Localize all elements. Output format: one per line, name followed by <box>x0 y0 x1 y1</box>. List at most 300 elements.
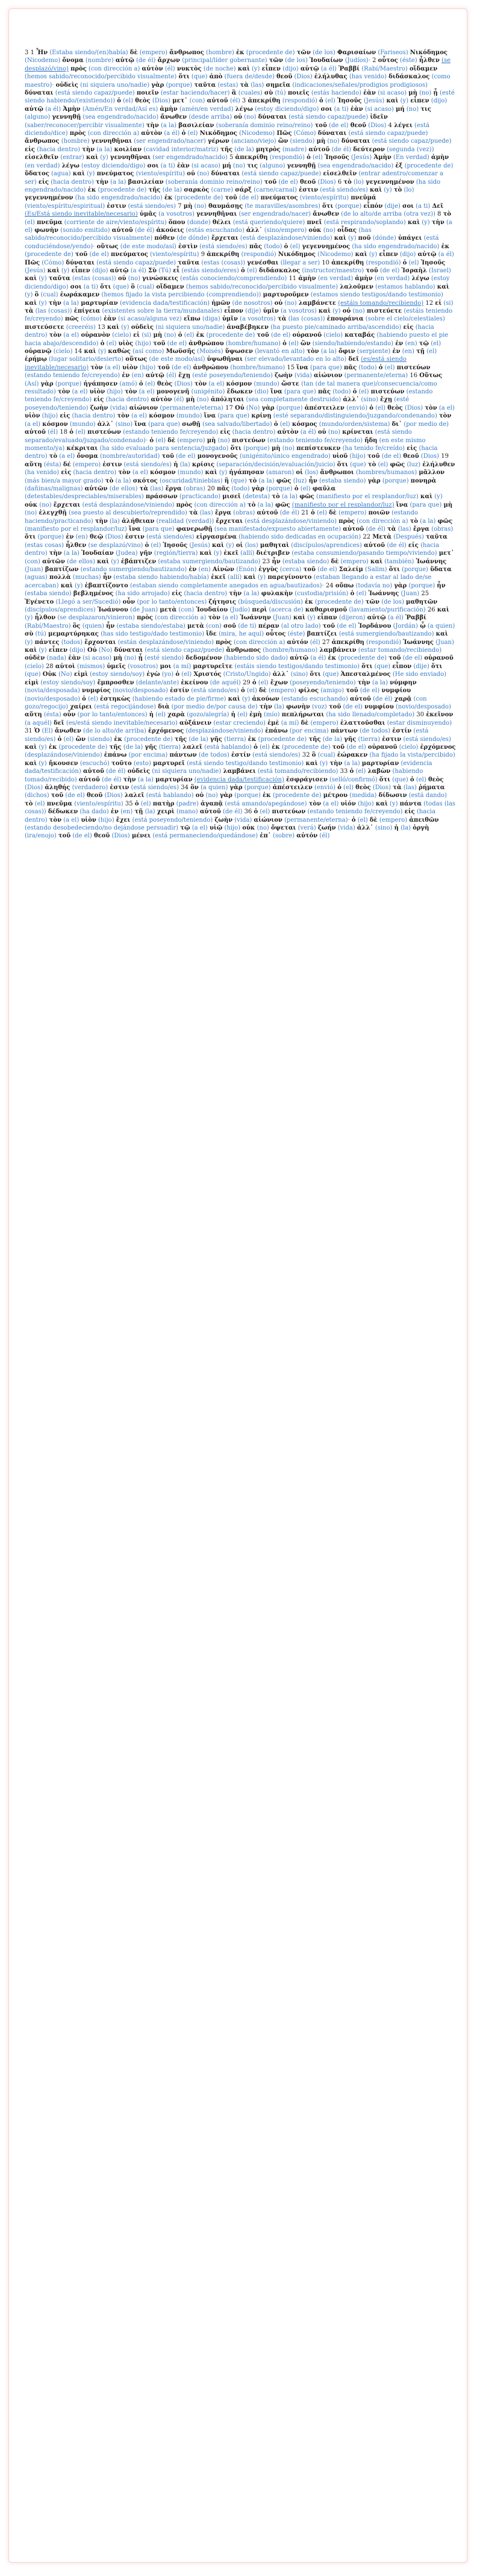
greek-word: εἶπεν <box>48 647 68 654</box>
interlinear-word <box>402 203 430 210</box>
spanish-gloss: (dañinas/malignas) <box>25 485 83 492</box>
greek-word: σημεῖα <box>266 81 291 89</box>
verse-number: 14 <box>74 348 83 355</box>
greek-word: ἡ <box>231 711 235 719</box>
interlinear-word <box>223 768 338 775</box>
interlinear-word <box>223 623 257 630</box>
spanish-gloss: (envió) <box>346 404 368 411</box>
spanish-gloss: (a el) <box>63 816 80 824</box>
greek-word: μή <box>222 162 231 169</box>
spanish-gloss: (si acaso/alguna vez) <box>117 316 182 323</box>
greek-word: ἀμὴν <box>160 105 178 113</box>
verse-number: 20 <box>207 485 215 492</box>
greek-word: ὄνομα <box>76 453 98 460</box>
greek-word: τὸν <box>90 364 103 371</box>
spanish-gloss: (Israel) <box>429 267 451 274</box>
greek-word: μεμαρτύρηκας <box>48 631 99 638</box>
greek-word: ἐκ <box>196 332 205 339</box>
spanish-gloss: (sobre el cielo/celestiales) <box>365 316 445 323</box>
interlinear-word <box>212 542 234 549</box>
greek-word: καὶ <box>370 558 383 565</box>
spanish-gloss: (permanente/eterna) <box>344 372 408 380</box>
greek-word: τοῦ <box>366 267 378 274</box>
greek-word: οὐ <box>187 170 195 178</box>
greek-word: καὶ <box>97 558 110 565</box>
greek-word: καὶ <box>375 800 388 807</box>
interlinear-word <box>215 510 255 516</box>
interlinear-word <box>331 260 401 266</box>
interlinear-word <box>231 711 248 718</box>
spanish-gloss: (no) <box>128 275 140 283</box>
spanish-gloss: (estamos siendo testigos/dando testimonio) <box>310 292 443 299</box>
greek-word: Σὺ <box>148 267 157 274</box>
spanish-gloss: (a él) <box>438 251 454 258</box>
spanish-gloss: (si acaso) <box>83 655 112 662</box>
spanish-gloss: (procedente de) <box>404 162 454 169</box>
greek-word: πρὸς <box>69 130 86 137</box>
spanish-gloss: (hombre/humano) <box>230 364 285 371</box>
interlinear-word <box>140 486 164 492</box>
spanish-gloss: (búsqueda/discusión) <box>238 598 303 605</box>
spanish-gloss: (soberanía dominio reino/reino) <box>216 122 313 129</box>
interlinear-word <box>196 211 311 217</box>
greek-word: θεοῦ <box>403 453 419 460</box>
interlinear-word <box>402 267 451 274</box>
interlinear-word <box>240 82 264 89</box>
interlinear-word <box>25 348 72 355</box>
greek-word: παρεγίνοντο <box>267 574 312 581</box>
greek-word: πάντων <box>169 752 197 759</box>
interlinear-word <box>314 73 387 80</box>
greek-word: τὸν <box>118 469 131 477</box>
greek-word: μὴ <box>207 437 216 444</box>
spanish-gloss: (Fariseos) <box>378 49 408 56</box>
spanish-gloss: (ésta) <box>43 711 61 719</box>
spanish-gloss: (evidencia dada/testificación) <box>194 776 284 783</box>
interlinear-word <box>369 405 385 411</box>
spanish-gloss: (hemos sabido/reconocido/percibido visualmente) <box>25 73 177 81</box>
spanish-gloss: (ha puesto pie/caminado arriba/ascendido) <box>270 324 402 331</box>
greek-word: Ἦν <box>36 49 48 56</box>
interlinear-word <box>252 607 303 613</box>
spanish-gloss: (estás haciendo) <box>311 90 361 97</box>
interlinear-word <box>25 308 72 314</box>
greek-word: διέτριβεν <box>256 550 290 557</box>
greek-word: ἐμὲ <box>267 719 279 727</box>
greek-word: οὐ <box>317 429 326 436</box>
spanish-gloss: (novio/desposado) <box>25 695 80 702</box>
interlinear-word <box>298 687 344 694</box>
greek-word: ὁ <box>294 485 299 492</box>
spanish-gloss: (el) <box>258 679 269 686</box>
spanish-gloss: (poseyendo/teniendo) <box>290 679 356 686</box>
interlinear-word <box>94 833 130 839</box>
interlinear-word <box>45 784 108 791</box>
greek-word: οὐδεὶς <box>127 768 151 775</box>
greek-word: ἐὰν <box>350 105 363 113</box>
interlinear-word <box>358 680 388 686</box>
interlinear-word <box>222 493 270 500</box>
spanish-gloss: (el) <box>357 816 368 824</box>
spanish-gloss: (procedente de) <box>258 736 307 743</box>
spanish-gloss: (que) <box>113 283 129 290</box>
interlinear-word <box>267 720 299 727</box>
greek-word: οὕτως <box>96 243 119 250</box>
spanish-gloss: (porque) <box>37 534 64 541</box>
greek-word: Ἰωάννου <box>97 607 128 614</box>
greek-word: Ἰωάννην <box>240 614 271 622</box>
interlinear-word <box>170 752 229 758</box>
greek-word: βασιλείαν <box>128 178 164 186</box>
greek-word: δύναται <box>66 259 95 266</box>
greek-word: ἐστίν <box>231 752 251 759</box>
interlinear-word <box>172 98 205 104</box>
interlinear-word <box>293 332 343 339</box>
greek-word: τὴν <box>431 219 444 226</box>
greek-word: θεοῦ <box>93 833 110 840</box>
greek-word: ἐκ <box>328 655 337 662</box>
interlinear-word <box>140 550 198 557</box>
spanish-gloss: (está diciendo/dice) <box>25 122 429 137</box>
greek-word: Οὐ <box>87 647 97 654</box>
greek-word: τῆς <box>109 743 122 751</box>
interlinear-word <box>341 671 446 678</box>
interlinear-word <box>154 332 176 339</box>
interlinear-word <box>396 502 442 508</box>
greek-word: Ἀμὴν <box>373 154 391 161</box>
spanish-gloss: (carne) <box>211 186 234 193</box>
greek-word: τὸ <box>367 461 376 468</box>
interlinear-word <box>296 833 329 839</box>
interlinear-word <box>408 90 431 96</box>
greek-word: ὁ <box>369 404 373 411</box>
greek-word: οἶδας <box>337 227 357 234</box>
greek-word: ὁ <box>57 736 62 743</box>
spanish-gloss: (y) <box>257 574 266 581</box>
interlinear-word <box>318 389 351 395</box>
greek-word: ἦν <box>272 558 281 565</box>
spanish-gloss: (anciano/viejo) <box>231 138 276 145</box>
spanish-gloss: (que) <box>392 776 408 783</box>
greek-word: καὶ <box>305 760 318 767</box>
greek-word: τοῦ <box>367 453 380 460</box>
interlinear-word <box>25 146 80 153</box>
greek-word: αὐτόν <box>287 639 308 646</box>
greek-word: ἐκ <box>248 736 257 743</box>
spanish-gloss: (envió) <box>314 784 335 791</box>
greek-word: τὰ <box>393 784 402 791</box>
greek-word: τὴν <box>123 776 136 783</box>
interlinear-word <box>257 550 437 557</box>
interlinear-word[interactable] <box>155 777 284 783</box>
greek-word: γὰρ <box>367 477 381 484</box>
verse-number: 6 <box>337 178 342 186</box>
interlinear-word <box>90 364 120 371</box>
spanish-gloss: (vosotros) <box>127 663 158 670</box>
interlinear-word <box>116 817 213 824</box>
spanish-gloss: (de la) <box>322 736 343 743</box>
spanish-gloss: (estando escuchando) <box>281 695 348 702</box>
spanish-gloss: (la) <box>273 703 284 710</box>
interlinear-word <box>217 486 250 492</box>
greek-word: Ἰορδάνου <box>358 622 391 630</box>
spanish-gloss: (está siendo/es) <box>123 461 172 468</box>
greek-word: οὗτος <box>266 631 286 638</box>
spanish-gloss: (el) <box>375 404 386 411</box>
greek-word: μετὰ <box>187 622 204 630</box>
interlinear-word <box>123 777 154 783</box>
greek-word: καθὼς <box>108 348 131 355</box>
spanish-gloss: (obras) <box>431 525 454 533</box>
interlinear-word <box>335 583 392 589</box>
interlinear-word <box>262 66 299 72</box>
interlinear-word <box>182 130 198 137</box>
interlinear-word <box>154 235 209 242</box>
interlinear-word <box>61 583 83 589</box>
interlinear-word <box>178 122 313 129</box>
greek-word: ἐν <box>122 372 130 380</box>
greek-word: ἀκούων <box>252 695 279 702</box>
verse-number: 7 <box>178 202 182 210</box>
greek-word: ὕψωσεν <box>225 348 253 355</box>
interlinear-word <box>49 760 110 767</box>
spanish-gloss: (ha sido arrojado) <box>115 590 170 598</box>
interlinear-word <box>249 478 275 484</box>
spanish-gloss: (Dios) <box>105 534 123 541</box>
greek-word: ἵνα <box>134 420 146 428</box>
spanish-gloss: (de todos) <box>198 752 229 759</box>
greek-word: ὁ <box>254 808 258 816</box>
interlinear-word <box>344 736 380 743</box>
greek-word: ὁ <box>284 243 288 250</box>
interlinear-word <box>392 421 449 428</box>
greek-word: ἐκ <box>164 195 173 202</box>
interlinear-word <box>65 316 102 322</box>
interlinear-word <box>181 680 240 686</box>
interlinear-word <box>196 332 255 339</box>
spanish-gloss: (Amén/En verdad/Así es) <box>82 105 158 113</box>
verse-number: 12 <box>425 299 434 307</box>
spanish-gloss: (el) <box>355 768 366 775</box>
interlinear-word <box>379 792 447 799</box>
spanish-gloss: (a el) <box>104 364 120 371</box>
spanish-gloss: (Estaba siendo/(en)había) <box>49 49 128 56</box>
spanish-gloss: (siendo/habiendo/estando) <box>312 340 394 347</box>
interlinear-word <box>87 429 218 436</box>
spanish-gloss: (a él) <box>310 655 326 662</box>
interlinear-word <box>358 235 396 242</box>
greek-word: μὴ <box>316 138 326 145</box>
spanish-gloss: (de todos) <box>360 728 391 735</box>
greek-word: καὶ <box>60 582 73 589</box>
interlinear-word <box>200 550 222 557</box>
spanish-gloss: (estáis tomando/recibiendo) <box>338 299 424 307</box>
interlinear-word <box>153 801 199 807</box>
spanish-gloss: (por encima) <box>128 752 168 759</box>
greek-word: τὴν <box>95 517 108 525</box>
spanish-gloss: (allí) <box>240 550 255 557</box>
greek-word: γῆς <box>344 736 357 743</box>
verse-number: 34 <box>181 784 189 791</box>
greek-word: ἄνθρωπος <box>169 49 204 56</box>
spanish-gloss: (si acaso) <box>364 105 394 113</box>
spanish-gloss: (no) <box>25 510 37 517</box>
greek-word: εἰς <box>407 445 417 452</box>
interlinear-word <box>420 493 443 500</box>
greek-word: ὁ <box>252 679 257 686</box>
interlinear-word <box>323 792 377 799</box>
greek-word: πατὴρ <box>152 800 175 807</box>
greek-word: οὔπω <box>335 582 354 589</box>
greek-word: εἶπαν <box>317 614 337 622</box>
spanish-gloss: (está desplazándose/viniendo) <box>82 501 175 508</box>
interlinear-word[interactable] <box>299 300 423 307</box>
interlinear-word <box>317 138 340 145</box>
interlinear-word <box>211 235 332 242</box>
greek-word: ἃ <box>231 90 237 97</box>
interlinear-word <box>425 405 455 411</box>
greek-word: οὖν <box>122 598 136 605</box>
interlinear-word <box>166 348 223 355</box>
spanish-gloss: (está desplazándose/viniendo) <box>240 235 332 242</box>
spanish-gloss: (el) <box>300 485 311 492</box>
greek-word: δύναται <box>211 170 240 178</box>
interlinear-word <box>167 711 229 718</box>
interlinear-word <box>70 66 140 72</box>
greek-word: πιστεύων <box>231 437 266 444</box>
greek-word: λέγω <box>61 162 80 169</box>
greek-word: Οὕτως <box>419 372 443 380</box>
greek-word: μετὰ <box>160 607 177 614</box>
interlinear-word <box>162 453 196 460</box>
spanish-gloss: (está amando/apegándose) <box>225 800 307 807</box>
greek-word: τὸν <box>57 389 70 396</box>
interlinear-word <box>134 421 180 428</box>
spanish-gloss: (Dios) <box>404 404 423 411</box>
spanish-gloss: (estoy siendo/soy) <box>40 679 96 686</box>
greek-word: μὴ <box>186 396 195 404</box>
greek-word: αἰώνιον <box>129 404 158 411</box>
interlinear-word <box>290 655 326 661</box>
spanish-gloss: (no) <box>282 445 295 452</box>
greek-word: ἐστιν <box>125 534 145 541</box>
interlinear-word <box>308 146 351 153</box>
interlinear-word <box>145 542 161 549</box>
spanish-gloss: (Dios) <box>111 833 130 840</box>
greek-word: καὶ <box>437 607 449 614</box>
spanish-gloss: (él) <box>173 396 184 404</box>
spanish-gloss: (de la) <box>189 736 208 743</box>
spanish-gloss: (a él) <box>45 105 61 113</box>
greek-word: μὴ <box>408 90 417 97</box>
spanish-gloss: (alguno) <box>260 162 285 169</box>
spanish-gloss: (a mí) <box>173 663 192 670</box>
spanish-gloss: (está siendo/es) <box>199 243 248 250</box>
spanish-gloss: (a el) <box>59 453 75 460</box>
greek-word: ὃν <box>190 784 199 791</box>
greek-word: οἱ <box>235 542 243 549</box>
greek-word: τῷ <box>419 340 429 347</box>
greek-word: χαίρει <box>70 703 92 710</box>
interlinear-word <box>344 364 377 371</box>
interlinear-word <box>133 478 223 484</box>
spanish-gloss: (Tú) <box>158 267 172 274</box>
spanish-gloss: (con) <box>189 98 205 105</box>
interlinear-word <box>210 73 275 80</box>
spanish-gloss: (Así) <box>25 380 39 387</box>
interlinear-word <box>35 292 58 298</box>
interlinear-word <box>49 574 101 581</box>
greek-word: καὶ <box>420 493 433 501</box>
greek-word: καὶ <box>72 170 85 178</box>
greek-word: ὄψεται <box>270 825 296 831</box>
spanish-gloss: (de él) <box>134 227 155 234</box>
interlinear-word <box>66 260 176 266</box>
greek-word: ἰδεῖν <box>370 114 388 121</box>
greek-word: τις <box>420 105 431 113</box>
greek-word: ὃ <box>34 292 39 299</box>
greek-word: πέραν <box>258 622 279 630</box>
spanish-gloss: (está poseyendo/teniendo) <box>132 816 213 824</box>
greek-word: ἐλεγχθῇ <box>39 510 67 517</box>
interlinear-word <box>230 784 271 791</box>
interlinear-word[interactable] <box>275 502 394 508</box>
interlinear-word <box>187 170 209 177</box>
greek-word: ἔργα <box>413 525 429 533</box>
greek-word: καὶ <box>86 154 99 161</box>
interlinear-word <box>210 825 240 831</box>
interlinear-word <box>204 413 250 419</box>
interlinear-word <box>257 510 299 516</box>
interlinear-word <box>84 639 214 646</box>
greek-word: δύναται <box>317 130 347 137</box>
greek-word: ἄνθρωπος <box>25 138 60 145</box>
greek-word: θεοῦ <box>276 73 293 81</box>
greek-word: ἐστίν <box>170 687 190 695</box>
spanish-gloss: (permanente/eterna) <box>160 404 223 411</box>
greek-word: ὢν <box>75 736 86 743</box>
greek-word: αὐτῷ <box>290 655 309 662</box>
spanish-gloss: (de nosotros) <box>232 299 273 307</box>
spanish-gloss: (dijeron) <box>338 614 366 622</box>
interlinear-word <box>49 550 80 557</box>
greek-word: Σαλείμ <box>338 566 363 573</box>
greek-word: Ἀπεσταλμένος <box>340 671 391 678</box>
interlinear-word <box>182 421 272 428</box>
greek-word: ἔρχονται <box>84 639 116 646</box>
greek-word: κρίνεται <box>342 429 373 436</box>
spanish-gloss: (a aquél) <box>25 719 52 727</box>
spanish-gloss: (mundo) <box>177 469 204 477</box>
spanish-gloss: (no) <box>284 299 297 307</box>
interlinear-word <box>151 396 184 403</box>
greek-word: εἰς <box>93 396 104 404</box>
interlinear-word <box>84 381 137 387</box>
spanish-gloss: (con dirección a) <box>357 517 408 525</box>
spanish-gloss: (vida) <box>294 372 312 380</box>
interlinear-word <box>403 639 454 646</box>
spanish-gloss: (estar tomando/recibiendo) <box>358 647 442 654</box>
interlinear-word <box>97 243 176 250</box>
greek-word: τὸν <box>49 816 62 824</box>
spanish-gloss: (amó) <box>119 380 137 387</box>
spanish-gloss: (con) <box>205 622 222 630</box>
greek-word: κόσμος <box>292 420 317 428</box>
interlinear-word <box>55 728 146 734</box>
spanish-gloss: (y) <box>39 743 47 751</box>
interlinear-word <box>25 260 64 266</box>
spanish-gloss: (está siendo/es) <box>128 202 176 210</box>
